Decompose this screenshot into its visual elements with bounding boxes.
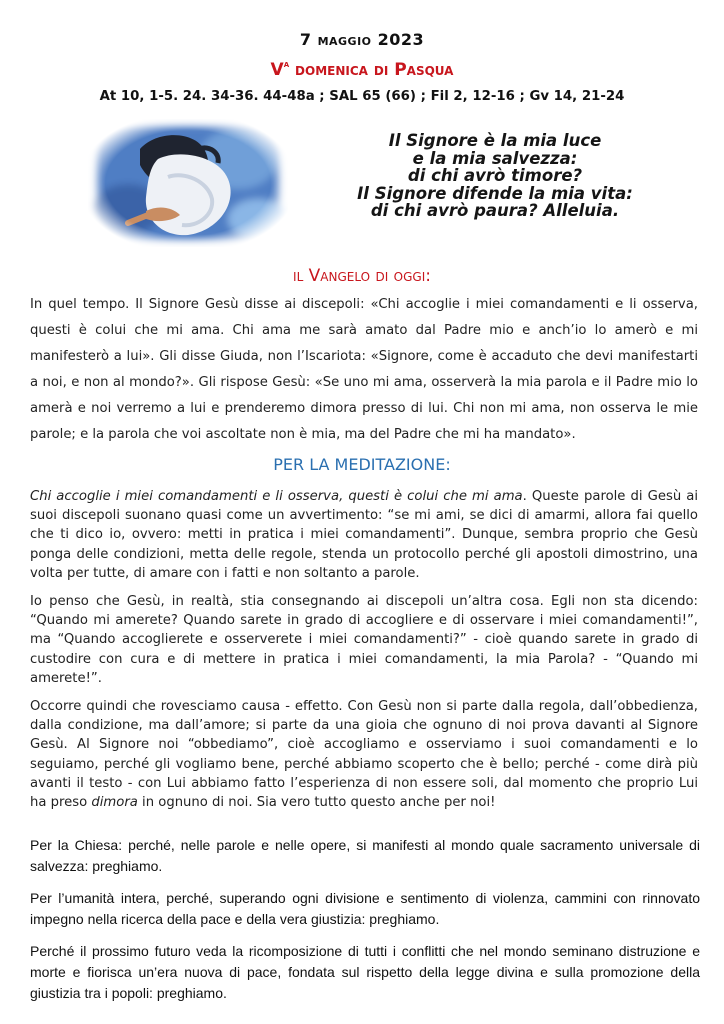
meditation-paragraph [30, 487, 698, 583]
meditation-text: in ognuno di noi. Sia vero tutto questo anche per noi! [137, 795, 496, 811]
meditation-paragraph: Io penso che Gesù, in realtà, stia consegnando ai discepoli un’altra cosa. Egli non sta dicendo: “Quando mi amerete? Quando sarete in grado di accogliere e di osservare i miei comandamenti!”, ma “Quando accoglierete e osserverete i miei comandamenti?” - cioè quando sarete in grado di custodire con cura e di mettere in pratica i miei comandamenti, la mia Parola? - “Quando mi amerete!”. [30, 594, 698, 686]
meditation-title: PER LA MEDITAZIONE: [273, 455, 451, 474]
prayer-intention: Per l’umanità intera, perché, superando ogni divisione e sentimento di violenza, cammini con rinnovato impegno nella ricerca della pace e della vera giustizia: preghiamo. [30, 890, 700, 927]
gospel-text: In quel tempo. Il Signore Gesù disse ai discepoli: «Chi accoglie i miei comandamenti e li osserva, questi è colui che mi ama. Chi ama me sarà amato dal Padre mio e anch’io lo amerò e mi manifesterò a lui». Gli disse Giuda, non l’Iscariota: «Signore, come è accaduto che devi manifestarti a noi, e non al mondo?». Gli rispose Gesù: «Se uno mi ama, osserverà la mia parola e il Padre mio lo amerà e noi verremo a lui e prenderemo dimora presso di lui. Chi non mi ama, non osserva le mie parole; e la parola che voi ascoltate non è mia, ma del Padre che mi ha mandato». [30, 297, 698, 442]
antiphon [330, 132, 660, 220]
antiphon-line: Il Signore difende la mia vita: [357, 183, 633, 203]
meditation-text: Occorre quindi che rovesciamo causa - effetto. Con Gesù non si parte dalla regola, dall’obbedienza, dalla condizione, ma dall’amore; si parte da una gioia che ognuno di noi prova davanti al Signore Gesù. Al Signore noi “obbediamo”, cioè accogliamo e osserviamo i suoi comandamenti e lo seguiamo, perché gli vogliamo bene, perché abbiamo scoperto che è bello; perché - come dirà più avanti il testo - con Lui abbiamo fatto l’esperienza di non essere soli, dal momento che proprio Lui ha preso [30, 699, 698, 811]
prayer-intention: Perché il prossimo futuro veda la ricomposizione di tutti i conflitti che nel mondo seminano distruzione e morte e fiorisca un’era nuova di pace, fondata sul rispetto della legge divina e sulla promozione della giustizia tra i popoli: preghiamo. [30, 943, 700, 1001]
meditation-emphasis: dimora [91, 795, 138, 811]
meditation-quote: Chi accoglie i miei comandamenti e li osserva, questi è colui che mi ama [30, 489, 523, 504]
antiphon-line: e la mia salvezza: [412, 148, 578, 168]
sunday-name: domenica di Pasqua [289, 60, 454, 80]
prayer-intention: Per la Chiesa: perché, nelle parole e nelle opere, si manifesti al mondo quale sacramento universale di salvezza: preghiamo. [30, 837, 700, 874]
readings-line: At 10, 1-5. 24. 34-36. 44-48a ; SAL 65 (66) ; Fil 2, 12-16 ; Gv 14, 21-24 [99, 89, 625, 104]
embrace-painting [88, 119, 288, 247]
meditation-paragraph [30, 697, 698, 812]
gospel-title: il Vangelo di oggi: [293, 266, 431, 286]
antiphon-line: di chi avrò timore? [407, 166, 583, 185]
antiphon-line: Il Signore è la mia luce [388, 131, 602, 150]
antiphon-line: di chi avrò paura? Alleluia. [370, 201, 620, 220]
sunday-ordinal: a [283, 59, 290, 70]
sunday-numeral: V [270, 60, 284, 80]
sunday-title [0, 59, 724, 80]
date-heading: 7 maggio 2023 [299, 30, 425, 49]
meditation-text: . Queste parole di Gesù ai suoi discepoli suonano quasi come un avvertimento: “se mi ami, se dici di amarmi, allora fai quello che ti dico io, ovvero: metti in pratica i miei comandamenti”. Dunque, sembra proprio che Gesù ponga delle condizioni, metta delle regole, stenda un protocollo perché gli apostoli dimostrino, una volta per tutte, di amare con i fatti e non soltanto a parole. [30, 489, 698, 581]
